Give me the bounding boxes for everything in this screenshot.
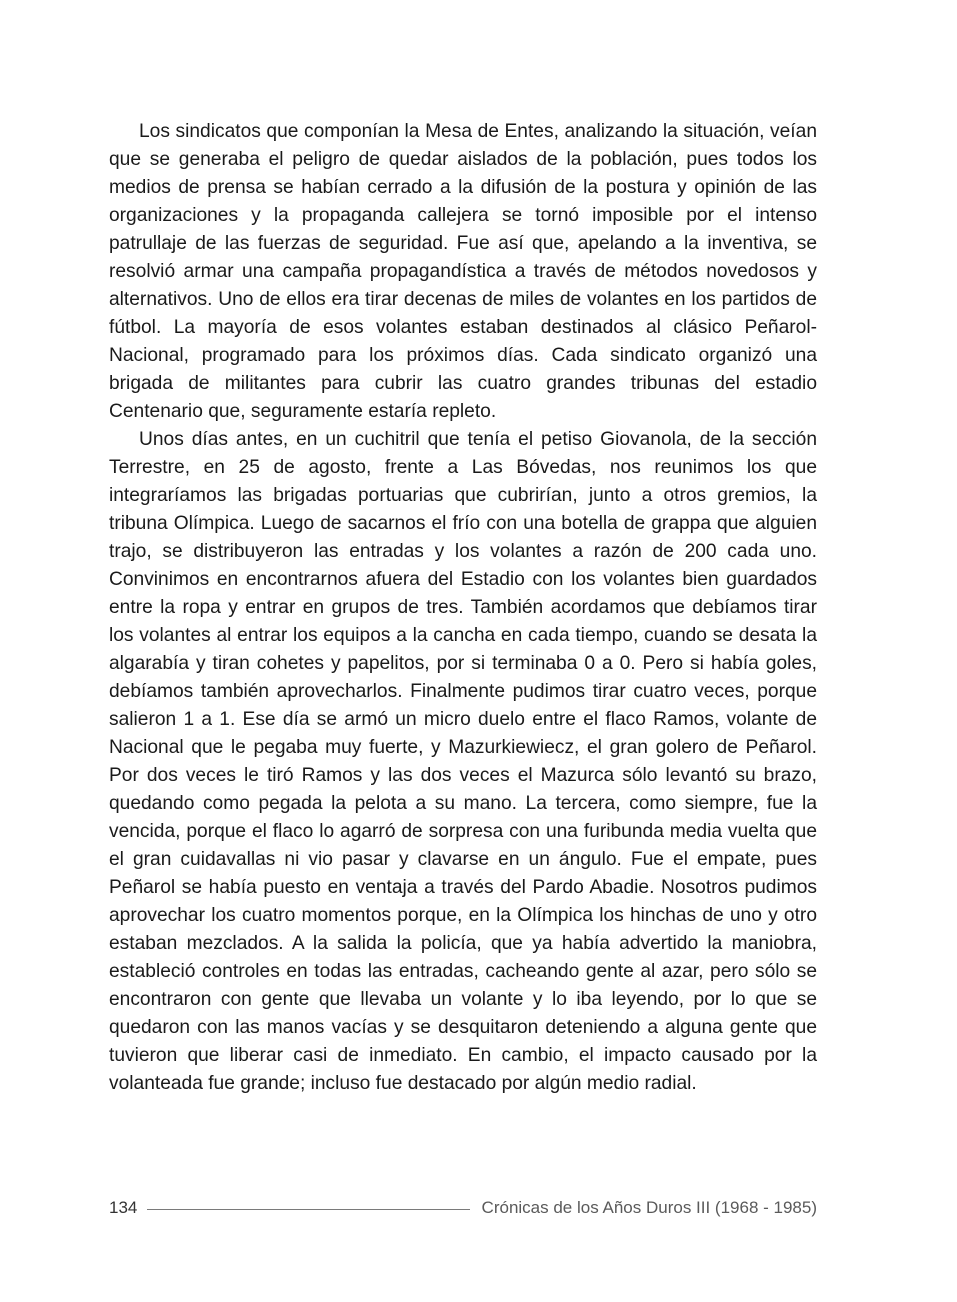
paragraph-1: Los sindicatos que componían la Mesa de Entes, analizando la situación, veían que se generaba el peligro de quedar aislados de la población, pues todos los medios de prensa se habían cerrado a la difusión de la postura y opinión de las organizaciones y la propaganda callejera se tornó imposible por el intenso patrullaje de las fuerzas de seguridad. Fue así que, apelando a la inventiva, se resolvió armar una campaña propagandística a través de métodos novedosos y alternativos. Uno de ellos era tirar decenas de miles de volantes en los partidos de fútbol. La mayoría de esos volantes estaban destinados al clásico Peñarol-Nacional, programado para los próximos días. Cada sindicato organizó una brigada de militantes para cubrir las cuatro grandes tribunas del estadio Centenario que, seguramente estaría repleto. (109, 121, 817, 422)
running-title: Crónicas de los Años Duros III (1968 - 1985) (481, 1198, 817, 1217)
footer-rule (147, 1209, 469, 1210)
page-footer (109, 1196, 817, 1220)
paragraph-2: Unos días antes, en un cuchitril que tenía el petiso Giovanola, de la sección Terrestre, en 25 de agosto, frente a Las Bóvedas, nos reunimos los que integraríamos las brigadas portuarias que cubrirían, junto a otros gremios, la tribuna Olímpica. Luego de sacarnos el frío con una botella de grappa que alguien trajo, se distribuyeron las entradas y los volantes a razón de 200 cada uno. Convinimos en encontrarnos afuera del Estadio con los volantes bien guardados entre la ropa y entrar en grupos de tres. También acordamos que debíamos tirar los volantes al entrar los equipos a la cancha en cada tiempo, cuando se desata la algarabía y tiran cohetes y papelitos, por si terminaba 0 a 0. Pero si había goles, debíamos también aprovecharlos. Finalmente pudimos tirar cuatro veces, porque salieron 1 a 1. Ese día se armó un micro duelo entre el flaco Ramos, volante de Nacional que le pegaba muy fuerte, y Mazurkiewiecz, el gran golero de Peñarol. Por dos veces le tiró Ramos y las dos veces el Mazurca sólo levantó su brazo, quedando como pegada la pelota a su mano. La tercera, como siempre, fue la vencida, porque el flaco lo agarró de sorpresa con una furibunda media vuelta que el gran cuidavallas ni vio pasar y clavarse en un ángulo. Fue el empate, pues Peñarol se había puesto en ventaja a través del Pardo Abadie. Nosotros pudimos aprovechar los cuatro momentos porque, en la Olímpica los hinchas de uno y otro estaban mezclados. A la salida la policía, que ya había advertido la maniobra, estableció controles en todas las entradas, cacheando gente al azar, pero sólo se encontraron con gente que llevaba un volante y lo iba leyendo, por lo que se quedaron con las manos vacías y se desquitaron deteniendo a alguna gente que tuvieron que liberar casi de inmediato. En cambio, el impacto causado por la volanteada fue grande; incluso fue destacado por algún medio radial. (109, 429, 817, 1094)
page-number: 134 (109, 1198, 138, 1217)
body-text (109, 118, 817, 1098)
